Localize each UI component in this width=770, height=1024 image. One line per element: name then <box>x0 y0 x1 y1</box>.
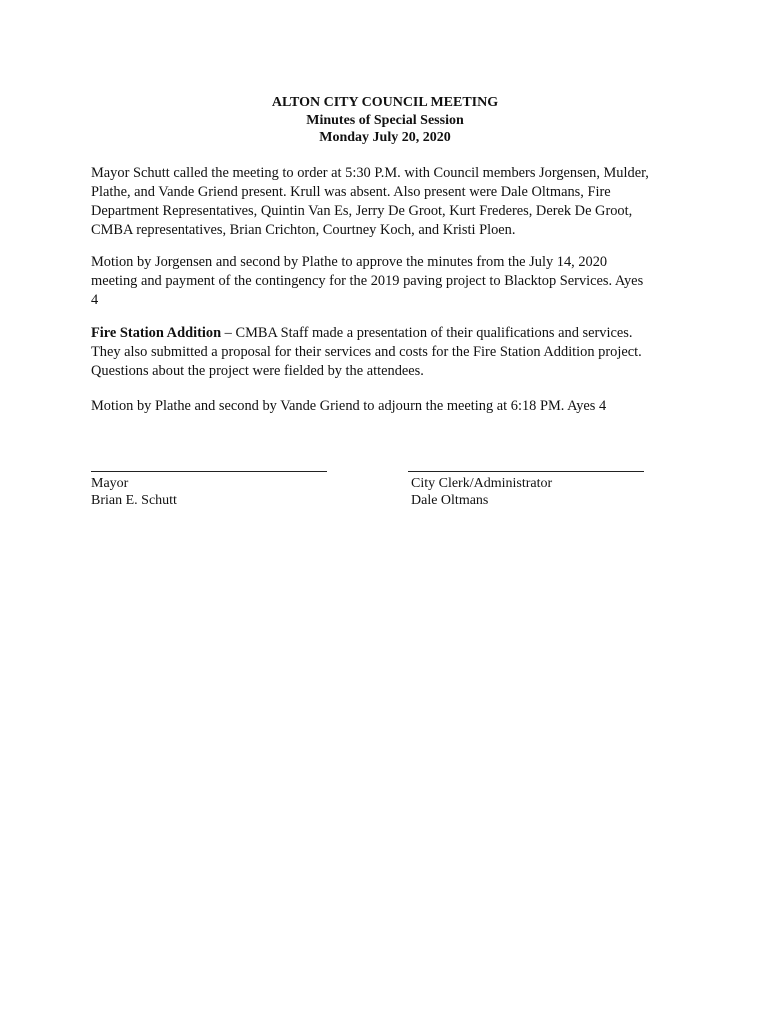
signature-title: City Clerk/Administrator <box>411 476 553 491</box>
paragraph-line: Motion by Jorgensen and second by Plathe to approve the minutes from the July 14, 2020 <box>91 254 608 270</box>
paragraph-line: CMBA representatives, Brian Crichton, Courtney Koch, and Kristi Ploen. <box>91 222 516 238</box>
document-title: ALTON CITY COUNCIL MEETING <box>271 95 499 110</box>
fire-station-paragraph <box>91 324 691 381</box>
motion-minutes-paragraph <box>91 253 691 310</box>
paragraph-line: Department Representatives, Quintin Van Es, Jerry De Groot, Kurt Frederes, Derek De Groot, <box>91 203 633 219</box>
meeting-date: Monday July 20, 2020 <box>319 130 451 145</box>
mayor-signature-block <box>91 457 327 509</box>
signature-name: Dale Oltmans <box>411 492 489 508</box>
document-header <box>0 94 770 147</box>
fire-station-heading: Fire Station Addition <box>91 325 222 341</box>
paragraph-line: They also submitted a proposal for their services and costs for the Fire Station Addition project. <box>91 344 642 360</box>
clerk-signature-block <box>408 457 644 509</box>
paragraph-line <box>91 324 691 343</box>
paragraph-line: 4 <box>91 292 99 308</box>
opening-paragraph <box>91 164 691 240</box>
fire-station-text: – CMBA Staff made a presentation of their qualifications and services. <box>221 325 633 341</box>
adjourn-paragraph <box>91 397 691 416</box>
signature-line <box>408 471 644 472</box>
paragraph-line: meeting and payment of the contingency for the 2019 paving project to Blacktop Services. Ayes <box>91 273 644 289</box>
signature-line <box>91 471 327 472</box>
document-subtitle: Minutes of Special Session <box>306 112 464 128</box>
signature-title: Mayor <box>91 476 129 491</box>
paragraph-line: Mayor Schutt called the meeting to order at 5:30 P.M. with Council members Jorgensen, Mulder, <box>91 165 649 181</box>
signature-name: Brian E. Schutt <box>91 492 177 508</box>
paragraph-line: Questions about the project were fielded by the attendees. <box>91 363 424 379</box>
paragraph-line: Motion by Plathe and second by Vande Griend to adjourn the meeting at 6:18 PM. Ayes 4 <box>91 398 607 414</box>
paragraph-line: Plathe, and Vande Griend present. Krull was absent. Also present were Dale Oltmans, Fire <box>91 184 611 200</box>
